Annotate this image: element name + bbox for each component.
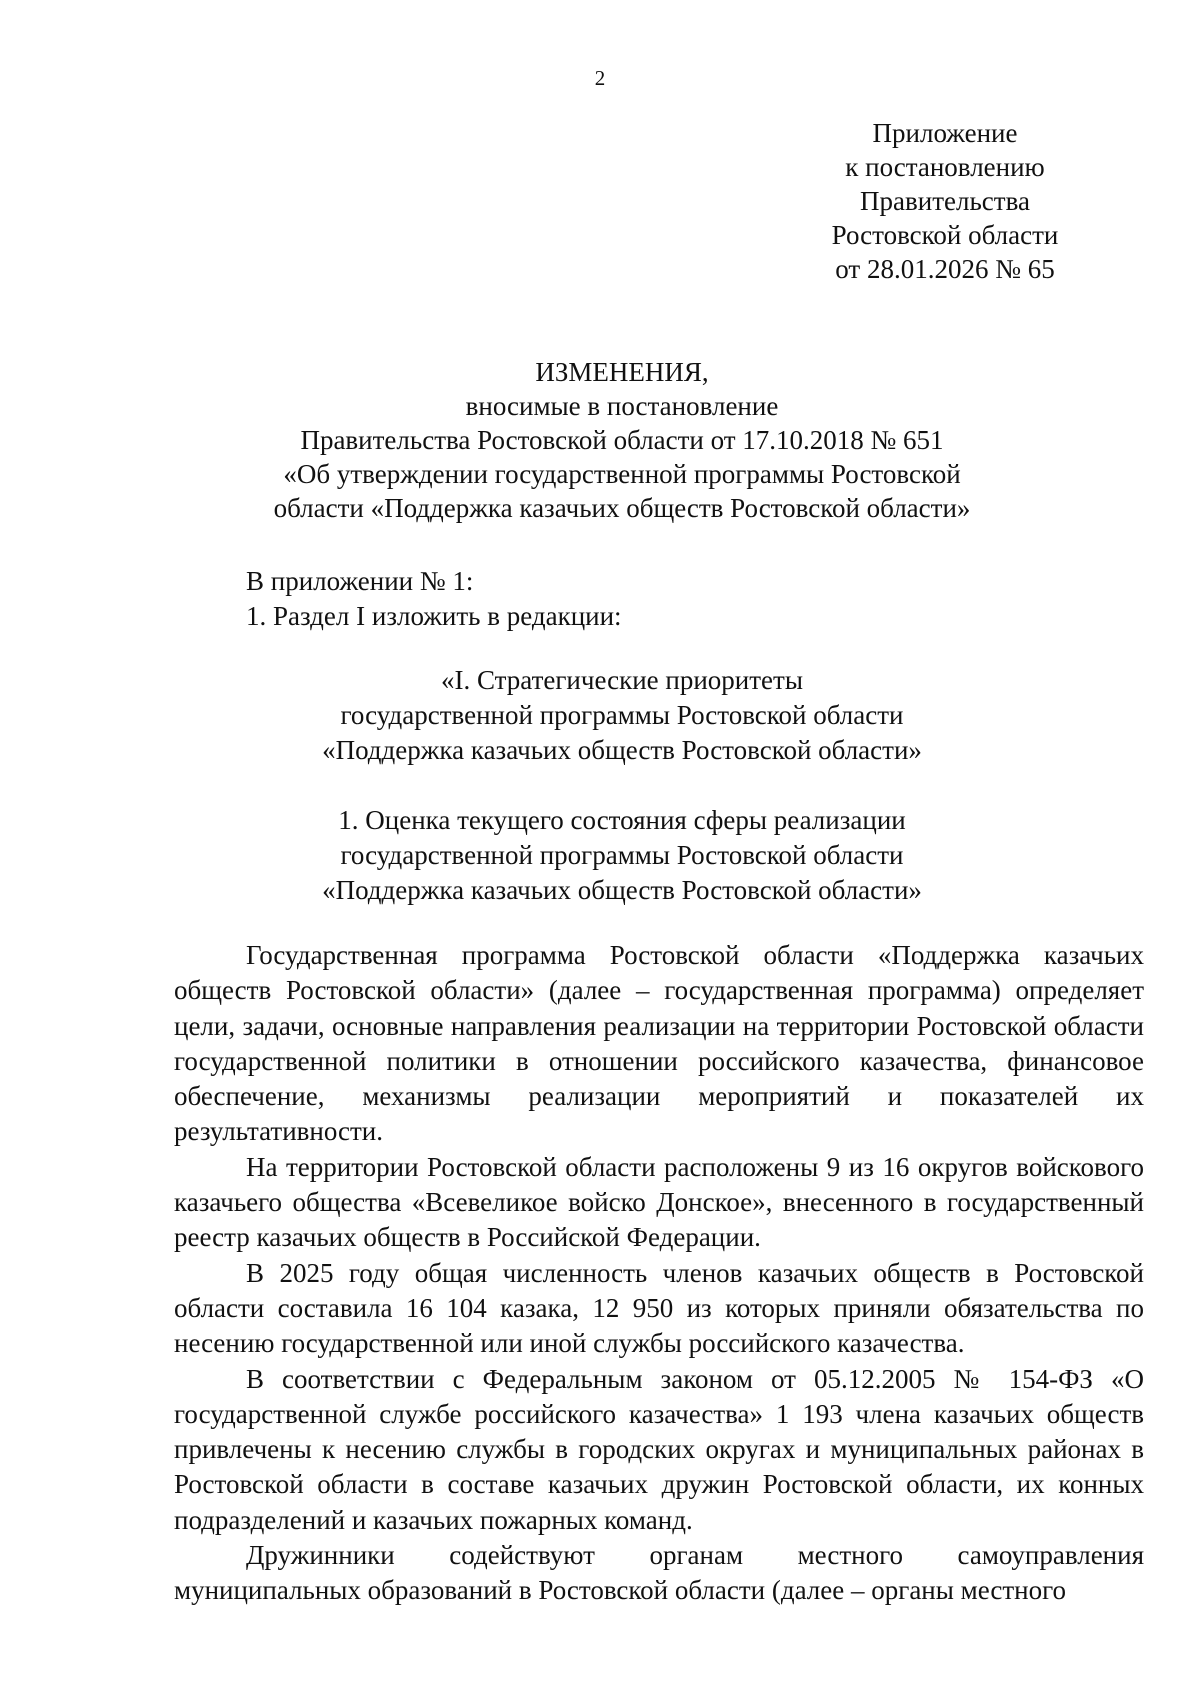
appendix-line: от 28.01.2026 № 65 — [835, 254, 1055, 284]
heading-line: государственной программы Ростовской области — [340, 700, 904, 730]
title-line: «Об утверждении государственной программы Ростовской — [283, 459, 961, 489]
subsection-heading — [174, 803, 1070, 908]
intro-block — [246, 564, 622, 634]
paragraph: В 2025 году общая численность членов казачьих обществ в Ростовской области составила 16 104 казака, 12 950 из которых приняли обязательства по несению государственной или иной службы российского казачества. — [174, 1257, 1144, 1359]
appendix-line: Приложение — [872, 118, 1018, 148]
heading-line: «Поддержка казачьих обществ Ростовской области» — [322, 735, 922, 765]
heading-line: государственной программы Ростовской области — [340, 840, 904, 870]
title-line: области «Поддержка казачьих обществ Ростовской области» — [273, 493, 971, 523]
intro-line: 1. Раздел I изложить в редакции: — [246, 601, 622, 631]
heading-line: «Поддержка казачьих обществ Ростовской области» — [322, 875, 922, 905]
heading-line: «I. Стратегические приоритеты — [441, 665, 803, 695]
title-line: вносимые в постановление — [465, 391, 779, 421]
paragraph: На территории Ростовской области расположены 9 из 16 округов войскового казачьего общества «Всевеликое войско Донское», внесенного в государственный реестр казачьих обществ в Российской Федерации. — [174, 1151, 1144, 1253]
title-line: Правительства Ростовской области от 17.10.2018 № 651 — [300, 425, 944, 455]
section-heading — [174, 663, 1070, 768]
paragraph: Дружинники содействуют органам местного самоуправления муниципальных образований в Ростовской области (далее – органы местного — [174, 1540, 1144, 1606]
body-text — [174, 938, 1144, 1609]
paragraph: В соответствии с Федеральным законом от 05.12.2005 № 154-ФЗ «О государственной службе российского казачества» 1 193 члена казачьих обществ привлечены к несению службы в городских округах и муниципальных районах в Ростовской области в составе казачьих дружин Ростовской области, их конных подразделений и казачьих пожарных команд. — [174, 1363, 1144, 1535]
appendix-line: Ростовской области — [831, 220, 1059, 250]
appendix-line: Правительства — [860, 186, 1030, 216]
paragraph: Государственная программа Ростовской области «Поддержка казачьих обществ Ростовской области» (далее – государственная программа) определяет цели, задачи, основные направления реализации на территории Ростовской области государственной политики в отношении российского казачества, финансовое обеспечение, механизмы реализации мероприятий и показателей их результативности. — [174, 940, 1144, 1147]
page-number: 2 — [594, 66, 606, 90]
document-title — [174, 355, 1070, 525]
intro-line: В приложении № 1: — [246, 566, 474, 596]
heading-line: 1. Оценка текущего состояния сферы реализации — [338, 805, 906, 835]
appendix-block — [810, 116, 1080, 286]
appendix-line: к постановлению — [845, 152, 1045, 182]
title-line: ИЗМЕНЕНИЯ, — [535, 357, 709, 387]
